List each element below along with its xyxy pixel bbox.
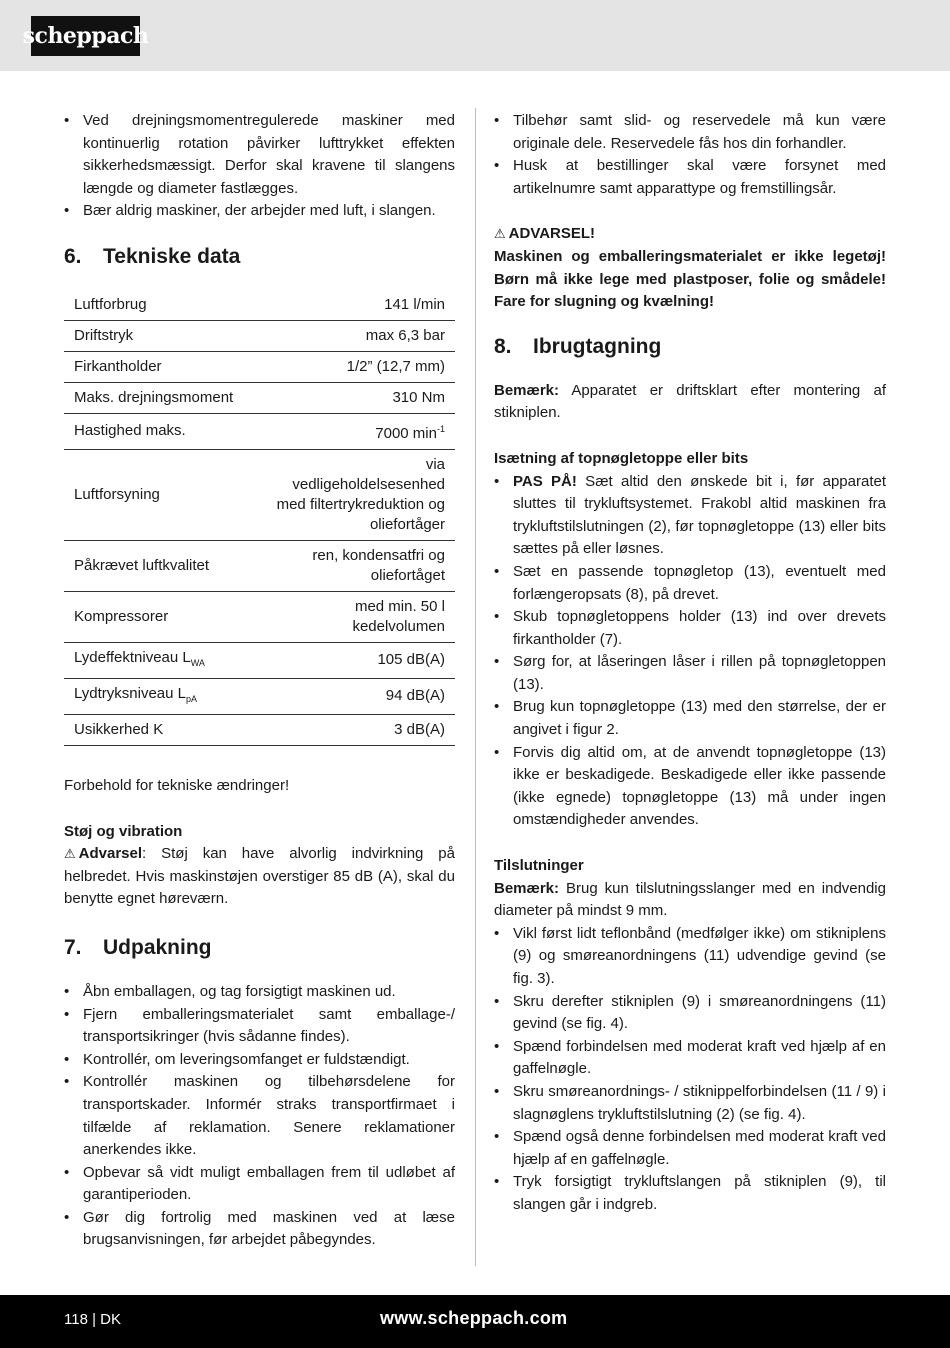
spec-row xyxy=(64,320,455,351)
noise-warning: ⚠ Advarsel: Støj kan have alvorlig indvirkning på helbredet. Hvis maskinstøjen overstiger 85 dB (A), skal du benytte egnet høreværn. xyxy=(64,845,455,908)
section-heading-7: 7. Udpakning xyxy=(64,935,212,959)
spec-label: Maks. drejningsmoment xyxy=(64,382,265,413)
brand-logo: scheppach xyxy=(31,16,140,56)
spec-value: 141 l/min xyxy=(265,290,455,321)
warning-icon: ⚠ xyxy=(494,226,506,242)
warning-title: ADVARSEL! xyxy=(508,225,596,243)
list-item: • Spænd forbindelsen med moderat kraft ved hjælp af en gaffelnøgle. xyxy=(494,1036,886,1081)
spec-row xyxy=(64,413,455,449)
warning-icon: ⚠ xyxy=(64,846,76,862)
spec-row xyxy=(64,290,455,321)
connections-note: Bemærk: Brug kun tilslutningsslanger med en indvendig diameter på mindst 9 mm. xyxy=(494,879,886,920)
spec-table xyxy=(64,290,455,746)
list-item: • Skru derefter stikniplen (9) i smøreanordningens (11) gevind (se fig. 4). xyxy=(494,991,886,1036)
footer-url: www.scheppach.com xyxy=(380,1308,568,1328)
section-heading-6: 6. Tekniske data xyxy=(64,244,241,268)
unpack-bullets xyxy=(64,981,455,1252)
noise-heading: Støj og vibration xyxy=(64,822,183,840)
list-item: • Ved drejningsmomentregulerede maskiner med kontinuerlig rotation påvirker lufttrykket effekten sikkerhedsmæssigt. Derfor skal kravene til slangens længde og diameter fastlægges. xyxy=(64,110,455,200)
warning-text: Maskinen og emballeringsmaterialet er ikke legetøj! Børn må ikke lege med plastposer, folie og smådele! Fare for slugning og kvælning! xyxy=(494,247,886,311)
note-ready: Bemærk: Apparatet er driftsklart efter montering af stikniplen. xyxy=(494,381,886,422)
list-item: • Tilbehør samt slid- og reservedele må kun være originale dele. Reservedele fås hos din forhandler. xyxy=(494,110,886,155)
spec-value: 310 Nm xyxy=(265,382,455,413)
spec-label: Firkantholder xyxy=(64,351,265,382)
list-item: • Vikl først lidt teflonbånd (medfølger ikke) om stikniplens (9) og smøreanordningens (11) udvendige gevind (se fig. 3). xyxy=(494,923,886,991)
page-number: 118 | DK xyxy=(64,1311,121,1328)
connections-bullets xyxy=(494,923,886,1217)
footer-bar xyxy=(0,1295,950,1348)
spec-value: 94 dB(A) xyxy=(265,678,455,714)
spec-row xyxy=(64,714,455,745)
list-item: • Skub topnøgletoppens holder (13) ind over drevets firkantholder (7). xyxy=(494,606,886,651)
spec-value: ren, kondensatfri og oliefortåget xyxy=(265,540,455,591)
spec-value: 1/2” (12,7 mm) xyxy=(265,351,455,382)
spec-value: max 6,3 bar xyxy=(265,320,455,351)
list-item: • Tryk forsigtigt trykluftslangen på stikniplen (9), til slangen går i indgreb. xyxy=(494,1171,886,1216)
list-item: • Bær aldrig maskiner, der arbejder med luft, i slangen. xyxy=(64,200,455,223)
list-item: • Kontrollér maskinen og tilbehørsdelene for transportskader. Informér straks transportfirmaet i tilfælde af reklamation. Senere reklamationer anerkendes ikke. xyxy=(64,1071,455,1161)
bits-bullets xyxy=(494,471,886,833)
spec-value: 3 dB(A) xyxy=(265,714,455,745)
spec-label: Driftstryk xyxy=(64,320,265,351)
parts-bullets xyxy=(494,110,886,200)
list-item: • Åbn emballagen, og tag forsigtigt maskinen ud. xyxy=(64,981,455,1004)
spec-row xyxy=(64,449,455,540)
left-column xyxy=(64,110,455,1252)
connections-heading: Tilslutninger xyxy=(494,857,584,875)
spec-row xyxy=(64,642,455,678)
header-bar xyxy=(0,0,950,71)
spec-value: via vedligeholdelsesenhed med filtertrykreduktion og oliefortåger xyxy=(265,449,455,540)
list-item: • Sæt en passende topnøgletop (13), eventuelt med forlængeropsats (8), på drevet. xyxy=(494,561,886,606)
bits-heading: Isætning af topnøgletoppe eller bits xyxy=(494,449,749,467)
section-heading-8: 8. Ibrugtagning xyxy=(494,334,662,358)
list-item: • Gør dig fortrolig med maskinen ved at læse brugsanvisningen, før arbejdet påbegyndes. xyxy=(64,1207,455,1252)
list-item: • Husk at bestillinger skal være forsynet med artikelnumre samt apparattype og fremstillingsår. xyxy=(494,155,886,200)
right-column xyxy=(494,110,886,1217)
column-divider xyxy=(475,108,476,1266)
list-item: • Spænd også denne forbindelsen med moderat kraft ved hjælp af en gaffelnøgle. xyxy=(494,1126,886,1171)
spec-label: Lydeffektniveau $L_{WA}$ xyxy=(64,642,265,678)
spec-label: Lydtryksniveau $L_{pA}$ xyxy=(64,678,265,714)
spec-label: Luftforsyning xyxy=(64,449,265,540)
spec-row xyxy=(64,351,455,382)
list-item: • PAS PÅ! Sæt altid den ønskede bit i, før apparatet sluttes til trykluftsystemet. Frakobl altid maskinen fra trykluftstilslutningen (2), før topnøgletoppe (13) eller bits sættes på eller løsnes. xyxy=(494,471,886,561)
spec-value: 105 dB(A) xyxy=(265,642,455,678)
spec-label: Luftforbrug xyxy=(64,290,265,321)
spec-label: Hastighed maks. xyxy=(64,413,265,449)
spec-row xyxy=(64,540,455,591)
spec-row xyxy=(64,678,455,714)
spec-value: 7000 $\min^{-1}$ xyxy=(265,413,455,449)
spec-row xyxy=(64,591,455,642)
spec-label: Usikkerhed K xyxy=(64,714,265,745)
list-item: • Forvis dig altid om, at de anvendt topnøgletoppe (13) ikke er beskadigede. Beskadigede eller ikke passende (ikke egnede) topnøgletoppe (13) må under ingen omstændigheder anvendes. xyxy=(494,742,886,832)
spec-value: med min. 50 l kedelvolumen xyxy=(265,591,455,642)
spec-label: Påkrævet luftkvalitet xyxy=(64,540,265,591)
list-item: • Opbevar så vidt muligt emballagen frem til udløbet af garantiperioden. xyxy=(64,1162,455,1207)
spec-row xyxy=(64,382,455,413)
list-item: • Fjern emballeringsmaterialet samt emballage-/ transportsikringer (hvis sådanne findes). xyxy=(64,1004,455,1049)
spec-label: Kompressorer xyxy=(64,591,265,642)
warning-box xyxy=(494,223,886,313)
list-item: • Kontrollér, om leveringsomfanget er fuldstændigt. xyxy=(64,1049,455,1072)
intro-bullets xyxy=(64,110,455,223)
reservation-note: Forbehold for tekniske ændringer! xyxy=(64,776,290,794)
list-item: • Brug kun topnøgletoppe (13) med den størrelse, der er angivet i figur 2. xyxy=(494,696,886,741)
list-item: • Sørg for, at låseringen låser i rillen på topnøgletoppen (13). xyxy=(494,651,886,696)
list-item: • Skru smøreanordnings- / stiknippelforbindelsen (11 / 9) i slagnøglens trykluftstilslutning (2) (se fig. 4). xyxy=(494,1081,886,1126)
